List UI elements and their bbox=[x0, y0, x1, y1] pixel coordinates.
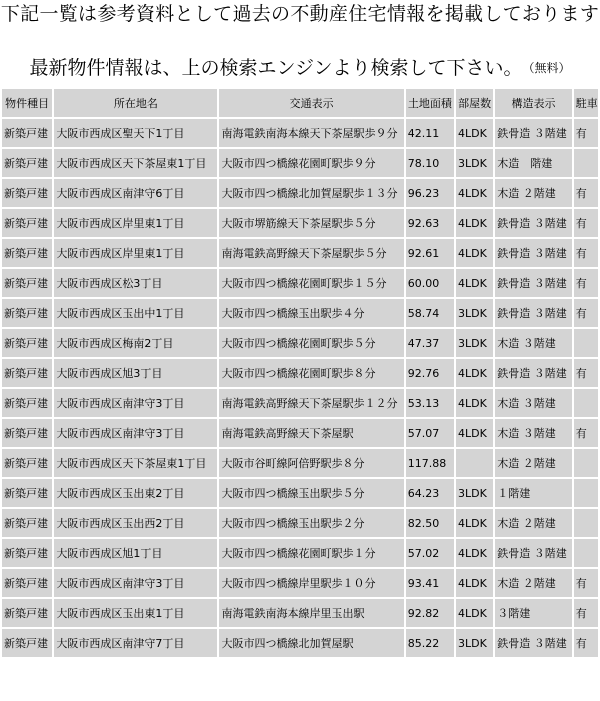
cell-type: 新築戸建 bbox=[2, 569, 52, 597]
table-row bbox=[2, 599, 598, 627]
cell-transit: 南海電鉄南海本線岸里玉出駅 bbox=[219, 599, 403, 627]
cell-parking: 有 bbox=[574, 119, 598, 147]
cell-rooms: 4LDK bbox=[456, 539, 493, 567]
cell-parking bbox=[574, 539, 598, 567]
cell-location: 大阪市西成区松3丁目 bbox=[54, 269, 217, 297]
cell-location: 大阪市西成区梅南2丁目 bbox=[54, 329, 217, 357]
cell-rooms bbox=[456, 449, 493, 477]
cell-parking bbox=[574, 509, 598, 537]
cell-type: 新築戸建 bbox=[2, 449, 52, 477]
cell-land-area: 93.41 bbox=[406, 569, 454, 597]
cell-rooms: 4LDK bbox=[456, 569, 493, 597]
table-row bbox=[2, 419, 598, 447]
header-land-area: 土地面積 bbox=[406, 89, 454, 117]
cell-parking: 有 bbox=[574, 599, 598, 627]
cell-type: 新築戸建 bbox=[2, 149, 52, 177]
cell-transit: 大阪市四つ橋線花園町駅歩５分 bbox=[219, 329, 403, 357]
cell-transit: 南海電鉄高野線天下茶屋駅歩５分 bbox=[219, 239, 403, 267]
cell-location: 大阪市西成区南津守7丁目 bbox=[54, 629, 217, 657]
cell-location: 大阪市西成区聖天下1丁目 bbox=[54, 119, 217, 147]
table-row bbox=[2, 359, 598, 387]
cell-parking bbox=[574, 149, 598, 177]
table-row bbox=[2, 449, 598, 477]
table-row bbox=[2, 179, 598, 207]
table-row bbox=[2, 539, 598, 567]
cell-transit: 大阪市四つ橋線玉出駅歩４分 bbox=[219, 299, 403, 327]
cell-type: 新築戸建 bbox=[2, 509, 52, 537]
cell-rooms: 3LDK bbox=[456, 149, 493, 177]
cell-location: 大阪市西成区玉出西2丁目 bbox=[54, 509, 217, 537]
cell-location: 大阪市西成区岸里東1丁目 bbox=[54, 209, 217, 237]
cell-structure: ３階建 bbox=[495, 599, 572, 627]
cell-structure: 鉄骨造 ３階建 bbox=[495, 239, 572, 267]
cell-location: 大阪市西成区旭3丁目 bbox=[54, 359, 217, 387]
cell-type: 新築戸建 bbox=[2, 299, 52, 327]
cell-transit: 大阪市四つ橋線花園町駅歩１分 bbox=[219, 539, 403, 567]
header-structure: 構造表示 bbox=[495, 89, 572, 117]
cell-type: 新築戸建 bbox=[2, 539, 52, 567]
cell-parking: 有 bbox=[574, 299, 598, 327]
cell-structure: 木造 ３階建 bbox=[495, 419, 572, 447]
cell-location: 大阪市西成区玉出中1丁目 bbox=[54, 299, 217, 327]
cell-land-area: 60.00 bbox=[406, 269, 454, 297]
cell-land-area: 58.74 bbox=[406, 299, 454, 327]
cell-transit: 南海電鉄高野線天下茶屋駅 bbox=[219, 419, 403, 447]
cell-transit: 大阪市四つ橋線北加賀屋駅歩１３分 bbox=[219, 179, 403, 207]
search-notice-text: 最新物件情報は、上の検索エンジンより検索して下さい。 bbox=[29, 57, 523, 79]
table-row bbox=[2, 209, 598, 237]
cell-parking: 有 bbox=[574, 269, 598, 297]
cell-rooms: 4LDK bbox=[456, 599, 493, 627]
cell-location: 大阪市西成区岸里東1丁目 bbox=[54, 239, 217, 267]
header-row bbox=[2, 89, 598, 117]
cell-land-area: 117.88 bbox=[406, 449, 454, 477]
cell-structure: 鉄骨造 ３階建 bbox=[495, 209, 572, 237]
cell-transit: 南海電鉄南海本線天下茶屋駅歩９分 bbox=[219, 119, 403, 147]
cell-structure: 鉄骨造 ３階建 bbox=[495, 269, 572, 297]
table-row bbox=[2, 329, 598, 357]
cell-location: 大阪市西成区玉出東1丁目 bbox=[54, 599, 217, 627]
cell-type: 新築戸建 bbox=[2, 239, 52, 267]
cell-rooms: 4LDK bbox=[456, 269, 493, 297]
cell-type: 新築戸建 bbox=[2, 119, 52, 147]
cell-rooms: 3LDK bbox=[456, 299, 493, 327]
cell-land-area: 57.02 bbox=[406, 539, 454, 567]
cell-structure: 鉄骨造 ３階建 bbox=[495, 359, 572, 387]
cell-type: 新築戸建 bbox=[2, 359, 52, 387]
cell-type: 新築戸建 bbox=[2, 209, 52, 237]
cell-rooms: 4LDK bbox=[456, 119, 493, 147]
cell-rooms: 3LDK bbox=[456, 629, 493, 657]
cell-structure: 鉄骨造 ３階建 bbox=[495, 119, 572, 147]
cell-transit: 大阪市谷町線阿倍野駅歩８分 bbox=[219, 449, 403, 477]
header-transit: 交通表示 bbox=[219, 89, 403, 117]
cell-location: 大阪市西成区南津守3丁目 bbox=[54, 389, 217, 417]
cell-transit: 大阪市四つ橋線岸里駅歩１０分 bbox=[219, 569, 403, 597]
cell-land-area: 85.22 bbox=[406, 629, 454, 657]
cell-parking: 有 bbox=[574, 629, 598, 657]
table-row bbox=[2, 479, 598, 507]
cell-rooms: 3LDK bbox=[456, 329, 493, 357]
cell-land-area: 57.07 bbox=[406, 419, 454, 447]
cell-location: 大阪市西成区南津守3丁目 bbox=[54, 569, 217, 597]
property-table bbox=[0, 87, 600, 659]
table-row bbox=[2, 509, 598, 537]
cell-type: 新築戸建 bbox=[2, 269, 52, 297]
cell-rooms: 4LDK bbox=[456, 389, 493, 417]
table-row bbox=[2, 119, 598, 147]
cell-type: 新築戸建 bbox=[2, 479, 52, 507]
cell-structure: 鉄骨造 ３階建 bbox=[495, 299, 572, 327]
cell-land-area: 53.13 bbox=[406, 389, 454, 417]
cell-parking: 有 bbox=[574, 209, 598, 237]
cell-rooms: 4LDK bbox=[456, 179, 493, 207]
cell-parking: 有 bbox=[574, 569, 598, 597]
cell-land-area: 64.23 bbox=[406, 479, 454, 507]
cell-parking: 有 bbox=[574, 239, 598, 267]
cell-structure: 鉄骨造 ３階建 bbox=[495, 539, 572, 567]
cell-structure: 鉄骨造 ３階建 bbox=[495, 629, 572, 657]
cell-structure: 木造 ２階建 bbox=[495, 569, 572, 597]
table-row bbox=[2, 269, 598, 297]
cell-parking: 有 bbox=[574, 179, 598, 207]
table-row bbox=[2, 299, 598, 327]
table-row bbox=[2, 389, 598, 417]
cell-land-area: 92.76 bbox=[406, 359, 454, 387]
cell-type: 新築戸建 bbox=[2, 179, 52, 207]
cell-location: 大阪市西成区南津守6丁目 bbox=[54, 179, 217, 207]
cell-type: 新築戸建 bbox=[2, 329, 52, 357]
cell-land-area: 92.82 bbox=[406, 599, 454, 627]
cell-type: 新築戸建 bbox=[2, 629, 52, 657]
table-row bbox=[2, 239, 598, 267]
cell-structure: 木造 階建 bbox=[495, 149, 572, 177]
cell-location: 大阪市西成区天下茶屋東1丁目 bbox=[54, 449, 217, 477]
cell-land-area: 96.23 bbox=[406, 179, 454, 207]
table-row bbox=[2, 569, 598, 597]
cell-parking bbox=[574, 329, 598, 357]
table-row bbox=[2, 629, 598, 657]
cell-parking bbox=[574, 389, 598, 417]
notice-heading: 下記一覧は参考資料として過去の不動産住宅情報を掲載しております bbox=[0, 3, 600, 25]
cell-land-area: 42.11 bbox=[406, 119, 454, 147]
cell-structure: １階建 bbox=[495, 479, 572, 507]
cell-rooms: 4LDK bbox=[456, 239, 493, 267]
cell-type: 新築戸建 bbox=[2, 389, 52, 417]
header-rooms: 部屋数 bbox=[456, 89, 493, 117]
cell-land-area: 92.63 bbox=[406, 209, 454, 237]
cell-structure: 木造 ３階建 bbox=[495, 329, 572, 357]
cell-transit: 大阪市四つ橋線北加賀屋駅 bbox=[219, 629, 403, 657]
cell-structure: 木造 ２階建 bbox=[495, 509, 572, 537]
cell-land-area: 92.61 bbox=[406, 239, 454, 267]
cell-transit: 大阪市四つ橋線玉出駅歩５分 bbox=[219, 479, 403, 507]
cell-transit: 南海電鉄高野線天下茶屋駅歩１２分 bbox=[219, 389, 403, 417]
cell-transit: 大阪市四つ橋線花園町駅歩８分 bbox=[219, 359, 403, 387]
header-location: 所在地名 bbox=[54, 89, 217, 117]
cell-location: 大阪市西成区天下茶屋東1丁目 bbox=[54, 149, 217, 177]
header-type: 物件種目 bbox=[2, 89, 52, 117]
cell-land-area: 82.50 bbox=[406, 509, 454, 537]
cell-rooms: 4LDK bbox=[456, 209, 493, 237]
cell-land-area: 78.10 bbox=[406, 149, 454, 177]
cell-rooms: 3LDK bbox=[456, 479, 493, 507]
header-parking: 駐車 bbox=[574, 89, 598, 117]
table-row bbox=[2, 149, 598, 177]
free-note: （無料） bbox=[528, 61, 571, 75]
cell-structure: 木造 ２階建 bbox=[495, 449, 572, 477]
cell-parking: 有 bbox=[574, 419, 598, 447]
cell-structure: 木造 ３階建 bbox=[495, 389, 572, 417]
cell-rooms: 4LDK bbox=[456, 509, 493, 537]
cell-land-area: 47.37 bbox=[406, 329, 454, 357]
cell-transit: 大阪市堺筋線天下茶屋駅歩５分 bbox=[219, 209, 403, 237]
cell-parking bbox=[574, 479, 598, 507]
cell-transit: 大阪市四つ橋線花園町駅歩９分 bbox=[219, 149, 403, 177]
cell-location: 大阪市西成区南津守3丁目 bbox=[54, 419, 217, 447]
cell-rooms: 4LDK bbox=[456, 419, 493, 447]
cell-transit: 大阪市四つ橋線花園町駅歩１５分 bbox=[219, 269, 403, 297]
search-notice bbox=[0, 56, 600, 80]
cell-location: 大阪市西成区旭1丁目 bbox=[54, 539, 217, 567]
cell-type: 新築戸建 bbox=[2, 599, 52, 627]
cell-parking bbox=[574, 449, 598, 477]
cell-structure: 木造 ２階建 bbox=[495, 179, 572, 207]
cell-rooms: 4LDK bbox=[456, 359, 493, 387]
cell-transit: 大阪市四つ橋線玉出駅歩２分 bbox=[219, 509, 403, 537]
cell-parking: 有 bbox=[574, 359, 598, 387]
cell-location: 大阪市西成区玉出東2丁目 bbox=[54, 479, 217, 507]
cell-type: 新築戸建 bbox=[2, 419, 52, 447]
